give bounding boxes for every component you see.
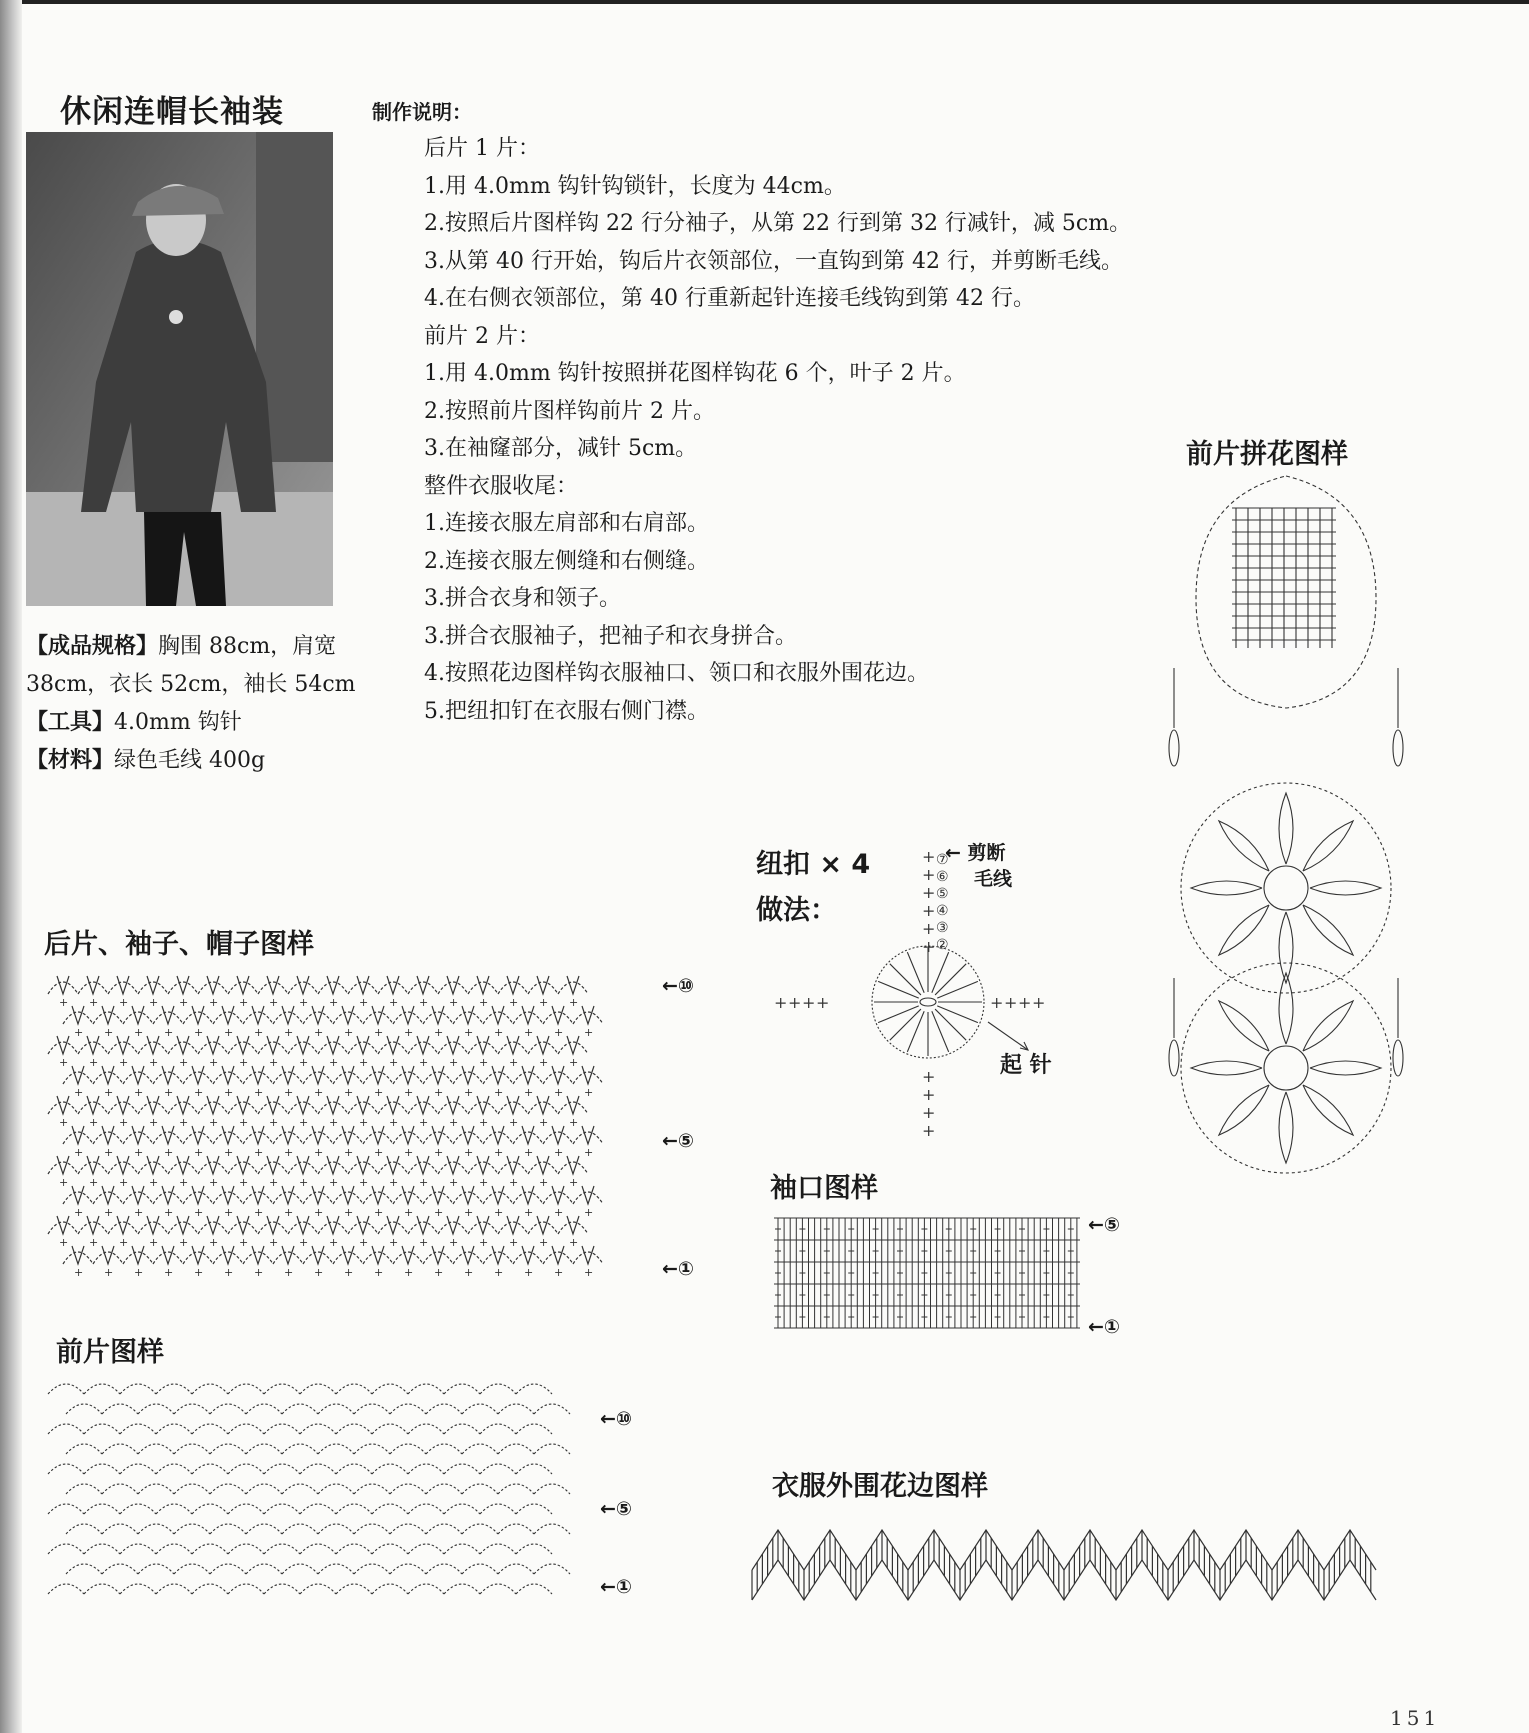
- page-title: 休闲连帽长袖装: [60, 94, 284, 130]
- svg-text:+: +: [104, 1206, 114, 1219]
- button-yarn-label: 毛线: [974, 868, 1013, 890]
- svg-text:+: +: [239, 1176, 249, 1189]
- svg-text:+: +: [74, 1206, 84, 1219]
- svg-text:+: +: [59, 1236, 69, 1249]
- button-row-marker: ⑥: [936, 869, 949, 885]
- svg-text:+: +: [374, 1086, 384, 1099]
- instructions-heading: 制作说明：: [372, 100, 472, 124]
- svg-text:+: +: [344, 1146, 354, 1159]
- svg-text:+: +: [419, 1056, 429, 1069]
- svg-text:+: +: [179, 1056, 189, 1069]
- svg-text:+: +: [89, 1056, 99, 1069]
- svg-text:+: +: [284, 1086, 294, 1099]
- front-marker-1: ←①: [600, 1576, 633, 1598]
- motif-pattern-chart: [1166, 468, 1406, 1188]
- front-marker-1-text: ①: [615, 1576, 633, 1598]
- svg-text:+: +: [104, 1086, 114, 1099]
- svg-text:+: +: [816, 993, 830, 1012]
- svg-text:+: +: [74, 1146, 84, 1159]
- front-chart-stitches: [48, 1384, 570, 1594]
- svg-text:+: +: [359, 1236, 369, 1249]
- spec-size-label: 【成品规格】: [26, 634, 159, 659]
- svg-text:+: +: [329, 1236, 339, 1249]
- svg-text:+: +: [329, 1116, 339, 1129]
- svg-text:+: +: [119, 1056, 129, 1069]
- svg-text:+: +: [494, 1086, 504, 1099]
- svg-text:+: +: [922, 847, 936, 866]
- svg-text:+: +: [329, 1176, 339, 1189]
- back-marker-5: ←⑤: [662, 1130, 695, 1152]
- svg-text:+: +: [299, 1176, 309, 1189]
- svg-text:+: +: [254, 1086, 264, 1099]
- svg-text:+: +: [539, 1176, 549, 1189]
- svg-text:+: +: [149, 1116, 159, 1129]
- svg-text:+: +: [404, 1146, 414, 1159]
- svg-text:+: +: [254, 1206, 264, 1219]
- svg-text:+: +: [554, 1266, 564, 1279]
- svg-text:+: +: [224, 1206, 234, 1219]
- svg-text:+: +: [404, 1206, 414, 1219]
- svg-text:+: +: [119, 1236, 129, 1249]
- svg-text:+: +: [524, 1086, 534, 1099]
- svg-text:+: +: [494, 1146, 504, 1159]
- back-marker-1: ←①: [662, 1258, 695, 1280]
- front-marker-5: ←⑤: [600, 1498, 633, 1520]
- svg-text:+: +: [788, 993, 802, 1012]
- svg-text:+: +: [389, 1056, 399, 1069]
- instruction-line: 2.按照后片图样钩 22 行分袖子，从第 22 行到第 32 行减针，减 5cm。: [424, 211, 1132, 236]
- button-row-marker: ⑦: [936, 852, 949, 868]
- svg-text:+: +: [194, 1146, 204, 1159]
- cuff-marker-1: ←①: [1088, 1316, 1121, 1338]
- spec-block: [26, 628, 356, 780]
- svg-text:+: +: [359, 1056, 369, 1069]
- svg-text:+: +: [164, 1206, 174, 1219]
- button-method-label: 做法：: [756, 895, 837, 926]
- svg-text:+: +: [479, 1056, 489, 1069]
- edge-pattern-chart: [748, 1510, 1408, 1620]
- svg-text:+: +: [464, 1086, 474, 1099]
- svg-text:+: +: [524, 1146, 534, 1159]
- button-cut-label: ← 剪断: [945, 842, 1006, 864]
- svg-text:+: +: [59, 1176, 69, 1189]
- svg-text:+: +: [389, 1236, 399, 1249]
- svg-text:+: +: [149, 1236, 159, 1249]
- svg-text:+: +: [269, 996, 279, 1009]
- cuff-marker-5-text: ⑤: [1103, 1214, 1121, 1236]
- svg-text:+: +: [389, 1176, 399, 1189]
- svg-text:+: +: [419, 1116, 429, 1129]
- svg-text:+: +: [509, 996, 519, 1009]
- svg-text:+: +: [509, 1116, 519, 1129]
- svg-text:+: +: [89, 1116, 99, 1129]
- svg-text:+: +: [479, 996, 489, 1009]
- svg-text:+: +: [299, 1116, 309, 1129]
- svg-text:+: +: [524, 1026, 534, 1039]
- svg-text:+: +: [314, 1206, 324, 1219]
- svg-text:+: +: [269, 1116, 279, 1129]
- button-row-marker: ③: [936, 920, 949, 936]
- svg-text:+: +: [374, 1206, 384, 1219]
- svg-text:+: +: [922, 1085, 936, 1104]
- back-marker-10: ←⑩: [662, 975, 695, 997]
- front-marker-10-text: ⑩: [615, 1408, 633, 1430]
- svg-text:+: +: [509, 1176, 519, 1189]
- svg-text:+: +: [344, 1086, 354, 1099]
- svg-text:+: +: [584, 1146, 594, 1159]
- instruction-line: 3.在袖窿部分，减针 5cm。: [424, 436, 698, 461]
- svg-text:+: +: [284, 1206, 294, 1219]
- motif-chart-stitches: [1169, 476, 1403, 1173]
- front-marker-10: ←⑩: [600, 1408, 633, 1430]
- svg-text:+: +: [209, 1056, 219, 1069]
- svg-text:+: +: [404, 1086, 414, 1099]
- spec-material-value: 绿色毛线 400g: [114, 748, 266, 773]
- svg-text:+: +: [404, 1026, 414, 1039]
- front-pattern-title: 前片图样: [56, 1337, 164, 1368]
- svg-text:+: +: [434, 1266, 444, 1279]
- svg-text:+: +: [449, 1056, 459, 1069]
- svg-text:+: +: [134, 1206, 144, 1219]
- button-chart: [774, 840, 1060, 1140]
- svg-text:+: +: [149, 996, 159, 1009]
- svg-text:+: +: [119, 1176, 129, 1189]
- instruction-line: 3.拼合衣身和领子。: [424, 586, 621, 611]
- button-row-marker: ⑤: [936, 886, 949, 902]
- svg-text:+: +: [194, 1026, 204, 1039]
- edge-chart-stitches: [752, 1530, 1376, 1600]
- svg-text:+: +: [479, 1176, 489, 1189]
- svg-text:+: +: [329, 1056, 339, 1069]
- svg-text:+: +: [299, 996, 309, 1009]
- svg-text:+: +: [89, 1236, 99, 1249]
- svg-text:+: +: [922, 883, 936, 902]
- button-start-label: 起 针: [1000, 1053, 1052, 1078]
- instruction-line: 2.连接衣服左侧缝和右侧缝。: [424, 548, 709, 574]
- svg-text:+: +: [299, 1236, 309, 1249]
- svg-text:+: +: [134, 1086, 144, 1099]
- svg-text:+: +: [194, 1206, 204, 1219]
- svg-text:+: +: [359, 1116, 369, 1129]
- svg-text:+: +: [284, 1026, 294, 1039]
- svg-text:+: +: [359, 996, 369, 1009]
- svg-text:+: +: [569, 1056, 579, 1069]
- svg-text:+: +: [569, 1236, 579, 1249]
- instruction-line: 后片 1 片：: [424, 136, 540, 161]
- svg-text:+: +: [464, 1026, 474, 1039]
- svg-text:+: +: [389, 996, 399, 1009]
- svg-text:+: +: [179, 1176, 189, 1189]
- book-spine-shadow: [0, 0, 22, 1733]
- svg-text:+: +: [89, 1176, 99, 1189]
- svg-text:+: +: [389, 1116, 399, 1129]
- cuff-chart-stitches: [774, 1218, 1080, 1328]
- instruction-line: 1.用 4.0mm 钩针按照拼花图样钩花 6 个，叶子 2 片。: [424, 361, 966, 386]
- svg-text:+: +: [239, 1236, 249, 1249]
- spec-tool-label: 【工具】: [26, 710, 115, 735]
- svg-text:+: +: [104, 1146, 114, 1159]
- svg-text:+: +: [569, 996, 579, 1009]
- svg-text:+: +: [922, 919, 936, 938]
- motif-pattern-title: 前片拼花图样: [1186, 439, 1348, 470]
- svg-text:+: +: [449, 1176, 459, 1189]
- svg-text:+: +: [449, 1236, 459, 1249]
- svg-text:+: +: [802, 993, 816, 1012]
- svg-text:+: +: [134, 1026, 144, 1039]
- spec-material: [26, 742, 356, 780]
- svg-text:+: +: [479, 1236, 489, 1249]
- cuff-marker-5: ←⑤: [1088, 1214, 1121, 1236]
- button-title: 纽扣 × 4: [756, 849, 871, 880]
- svg-text:+: +: [404, 1266, 414, 1279]
- instruction-line: 2.按照前片图样钩前片 2 片。: [424, 398, 715, 424]
- page-top-rule: [0, 0, 1529, 4]
- svg-text:+: +: [269, 1176, 279, 1189]
- svg-text:+: +: [539, 996, 549, 1009]
- back-marker-1-text: ①: [677, 1258, 695, 1280]
- svg-text:+: +: [164, 1266, 174, 1279]
- back-pattern-title: 后片、袖子、帽子图样: [44, 929, 314, 960]
- front-pattern-chart: [48, 1372, 608, 1612]
- svg-text:+: +: [59, 1116, 69, 1129]
- svg-text:+: +: [539, 1056, 549, 1069]
- svg-text:+: +: [104, 1266, 114, 1279]
- svg-text:+: +: [194, 1266, 204, 1279]
- svg-text:+: +: [584, 1266, 594, 1279]
- svg-text:+: +: [449, 1116, 459, 1129]
- svg-text:+: +: [149, 1176, 159, 1189]
- svg-text:+: +: [329, 996, 339, 1009]
- svg-text:+: +: [554, 1026, 564, 1039]
- svg-text:+: +: [209, 1116, 219, 1129]
- svg-text:+: +: [179, 996, 189, 1009]
- cuff-pattern-title: 袖口图样: [770, 1173, 878, 1204]
- svg-text:+: +: [89, 996, 99, 1009]
- instruction-line: 3.从第 40 行开始，钩后片衣领部位，一直钩到第 42 行，并剪断毛线。: [424, 248, 1123, 274]
- instruction-line: 整件衣服收尾：: [424, 473, 579, 499]
- svg-text:+: +: [449, 996, 459, 1009]
- svg-text:+: +: [134, 1146, 144, 1159]
- svg-text:+: +: [59, 996, 69, 1009]
- svg-text:+: +: [314, 1026, 324, 1039]
- button-row-marker: ④: [936, 903, 949, 919]
- svg-text:+: +: [922, 1121, 936, 1140]
- svg-text:+: +: [74, 1026, 84, 1039]
- svg-text:+: +: [1004, 993, 1018, 1012]
- svg-text:+: +: [344, 1026, 354, 1039]
- instructions-list: [424, 130, 1131, 730]
- svg-text:+: +: [179, 1236, 189, 1249]
- svg-text:+: +: [314, 1146, 324, 1159]
- svg-text:+: +: [224, 1146, 234, 1159]
- back-marker-5-text: ⑤: [677, 1130, 695, 1152]
- svg-text:+: +: [434, 1146, 444, 1159]
- svg-text:+: +: [554, 1206, 564, 1219]
- svg-text:+: +: [494, 1206, 504, 1219]
- svg-text:+: +: [922, 1103, 936, 1122]
- svg-text:+: +: [374, 1146, 384, 1159]
- svg-text:+: +: [359, 1176, 369, 1189]
- svg-text:+: +: [569, 1176, 579, 1189]
- svg-text:+: +: [209, 1236, 219, 1249]
- instruction-line: 3.拼合衣服袖子，把袖子和衣身拼合。: [424, 623, 797, 649]
- instruction-line: 前片 2 片：: [424, 323, 540, 349]
- svg-text:+: +: [254, 1146, 264, 1159]
- svg-text:+: +: [59, 1056, 69, 1069]
- svg-text:+: +: [434, 1206, 444, 1219]
- svg-text:+: +: [922, 901, 936, 920]
- svg-text:+: +: [164, 1086, 174, 1099]
- svg-text:+: +: [374, 1266, 384, 1279]
- svg-text:+: +: [164, 1026, 174, 1039]
- svg-text:+: +: [539, 1116, 549, 1129]
- svg-text:+: +: [524, 1206, 534, 1219]
- svg-text:+: +: [239, 996, 249, 1009]
- svg-text:+: +: [209, 1176, 219, 1189]
- svg-text:+: +: [774, 993, 788, 1012]
- svg-text:+: +: [922, 1067, 936, 1086]
- cuff-pattern-chart: [774, 1210, 1084, 1342]
- svg-text:+: +: [314, 1086, 324, 1099]
- svg-text:+: +: [284, 1146, 294, 1159]
- svg-text:+: +: [164, 1146, 174, 1159]
- svg-text:+: +: [74, 1266, 84, 1279]
- svg-text:+: +: [584, 1206, 594, 1219]
- svg-text:+: +: [539, 1236, 549, 1249]
- svg-text:+: +: [464, 1146, 474, 1159]
- svg-text:+: +: [464, 1266, 474, 1279]
- model-photo-illustration: [26, 132, 333, 606]
- svg-text:+: +: [284, 1266, 294, 1279]
- svg-text:+: +: [224, 1026, 234, 1039]
- svg-text:+: +: [104, 1026, 114, 1039]
- svg-text:+: +: [119, 996, 129, 1009]
- svg-text:+: +: [569, 1116, 579, 1129]
- svg-text:+: +: [584, 1086, 594, 1099]
- svg-text:+: +: [922, 937, 936, 956]
- svg-text:+: +: [922, 865, 936, 884]
- svg-text:+: +: [194, 1086, 204, 1099]
- svg-text:+: +: [299, 1056, 309, 1069]
- svg-text:+: +: [134, 1266, 144, 1279]
- button-cut-text: 剪断: [967, 842, 1006, 864]
- svg-text:+: +: [509, 1236, 519, 1249]
- model-photo: [26, 132, 333, 606]
- svg-text:+: +: [314, 1266, 324, 1279]
- svg-text:+: +: [254, 1026, 264, 1039]
- svg-text:+: +: [224, 1086, 234, 1099]
- spec-material-label: 【材料】: [26, 748, 115, 773]
- svg-text:+: +: [434, 1086, 444, 1099]
- spec-tool-value: 4.0mm 钩针: [114, 710, 242, 735]
- svg-text:+: +: [344, 1266, 354, 1279]
- svg-text:+: +: [269, 1236, 279, 1249]
- svg-text:+: +: [509, 1056, 519, 1069]
- svg-text:+: +: [990, 993, 1004, 1012]
- svg-text:+: +: [479, 1116, 489, 1129]
- svg-text:+: +: [74, 1086, 84, 1099]
- svg-text:+: +: [374, 1026, 384, 1039]
- svg-text:+: +: [179, 1116, 189, 1129]
- spec-size-value-1: 胸围 88cm，肩宽: [158, 634, 337, 659]
- svg-text:+: +: [419, 1236, 429, 1249]
- front-marker-5-text: ⑤: [615, 1498, 633, 1520]
- back-chart-stitches: [48, 976, 603, 1279]
- spec-size: [26, 628, 356, 666]
- spec-tool: [26, 704, 356, 742]
- svg-text:+: +: [344, 1206, 354, 1219]
- svg-text:+: +: [1018, 993, 1032, 1012]
- page-number: 151: [1390, 1706, 1441, 1730]
- instruction-line: 4.在右侧衣领部位，第 40 行重新起针连接毛线钩到第 42 行。: [424, 286, 1035, 311]
- svg-text:+: +: [149, 1056, 159, 1069]
- svg-text:+: +: [494, 1026, 504, 1039]
- back-marker-10-text: ⑩: [677, 975, 695, 997]
- svg-text:+: +: [524, 1266, 534, 1279]
- svg-text:+: +: [419, 1176, 429, 1189]
- svg-text:+: +: [224, 1266, 234, 1279]
- svg-text:+: +: [494, 1266, 504, 1279]
- button-row-marker: ②: [936, 937, 949, 953]
- svg-text:+: +: [419, 996, 429, 1009]
- back-pattern-chart: [44, 968, 644, 1288]
- svg-text:+: +: [239, 1056, 249, 1069]
- svg-text:+: +: [584, 1026, 594, 1039]
- svg-text:+: +: [254, 1266, 264, 1279]
- svg-text:+: +: [269, 1056, 279, 1069]
- spec-size-cont: 38cm，衣长 52cm，袖长 54cm: [26, 672, 356, 697]
- svg-text:+: +: [239, 1116, 249, 1129]
- instruction-line: 4.按照花边图样钩衣服袖口、领口和衣服外围花边。: [424, 661, 929, 686]
- svg-text:+: +: [554, 1086, 564, 1099]
- svg-text:+: +: [1032, 993, 1046, 1012]
- instruction-line: 1.用 4.0mm 钩针钩锁针，长度为 44cm。: [424, 173, 846, 199]
- instruction-line: 1.连接衣服左肩部和右肩部。: [424, 511, 709, 536]
- svg-text:+: +: [434, 1026, 444, 1039]
- svg-text:+: +: [464, 1206, 474, 1219]
- edge-pattern-title: 衣服外围花边图样: [772, 1471, 988, 1502]
- cuff-marker-1-text: ①: [1103, 1316, 1121, 1338]
- svg-text:+: +: [119, 1116, 129, 1129]
- svg-text:+: +: [554, 1146, 564, 1159]
- svg-text:+: +: [209, 996, 219, 1009]
- instruction-line: 5.把纽扣钉在衣服右侧门襟。: [424, 698, 709, 724]
